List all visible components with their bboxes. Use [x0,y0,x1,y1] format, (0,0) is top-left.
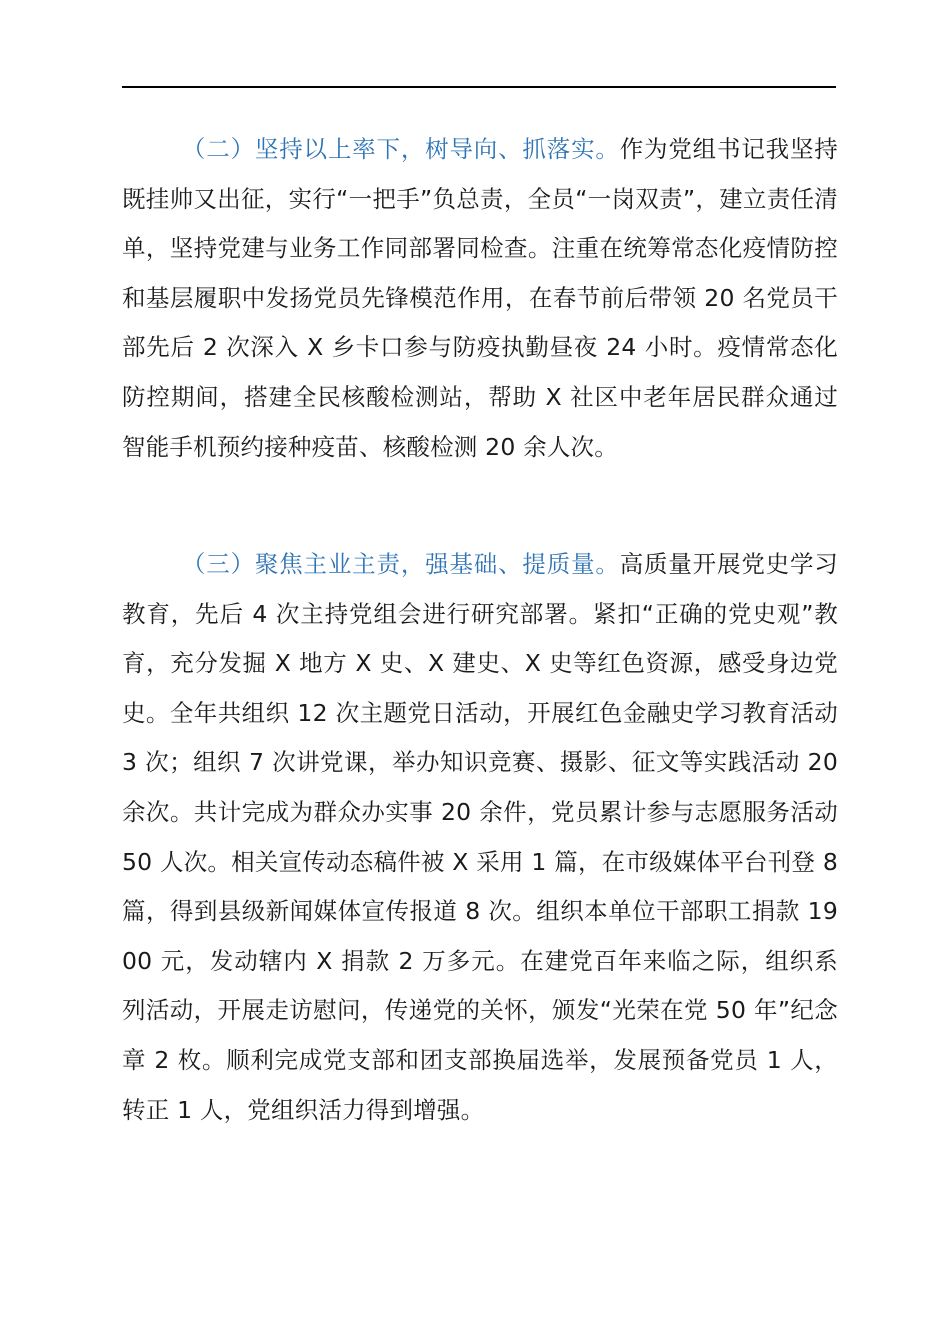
section-two [122,125,838,472]
section-two-heading: （二）坚持以上率下，树导向、抓落实。 [181,135,620,163]
header-rule [122,86,836,88]
section-two-paragraph [122,125,838,472]
section-two-body: 作为党组书记我坚持既挂帅又出征，实行“一把手”负总责，全员“一岗双责”，建立责任清单，坚持党建与业务工作同部署同检查。注重在统筹常态化疫情防控和基层履职中发扬党员先锋模范作用，在春节前后带领 20 名党员干部先后 2 次深入 X 乡卡口参与防疫执勤昼夜 24 小时。疫情常态化防控期间，搭建全民核酸检测站，帮助 X 社区中老年居民群众通过智能手机预约接种疫苗、核酸检测 20 余人次。 [122,135,838,461]
section-three-paragraph [122,540,838,1135]
section-three [122,540,838,1135]
section-three-heading: （三）聚焦主业主责，强基础、提质量。 [181,550,620,578]
section-three-body: 高质量开展党史学习教育，先后 4 次主持党组会进行研究部署。紧扣“正确的党史观”教育，充分发掘 X 地方 X 史、X 建史、X 史等红色资源，感受身边党史。全年共组织 12 次主题党日活动，开展红色金融史学习教育活动 3 次；组织 7 次讲党课，举办知识竞赛、摄影、征文等实践活动 20 余次。共计完成为群众办实事 20 余件，党员累计参与志愿服务活动 50 人次。相关宣传动态稿件被 X 采用 1 篇，在市级媒体平台刊登 8 篇，得到县级新闻媒体宣传报道 8 次。组织本单位干部职工捐款 1900 元，发动辖内 X 捐款 2 万多元。在建党百年来临之际，组织系列活动，开展走访慰问，传递党的关怀，颁发“光荣在党 50 年”纪念章 2 枚。顺利完成党支部和团支部换届选举，发展预备党员 1 人，转正 1 人，党组织活力得到增强。 [122,550,838,1124]
